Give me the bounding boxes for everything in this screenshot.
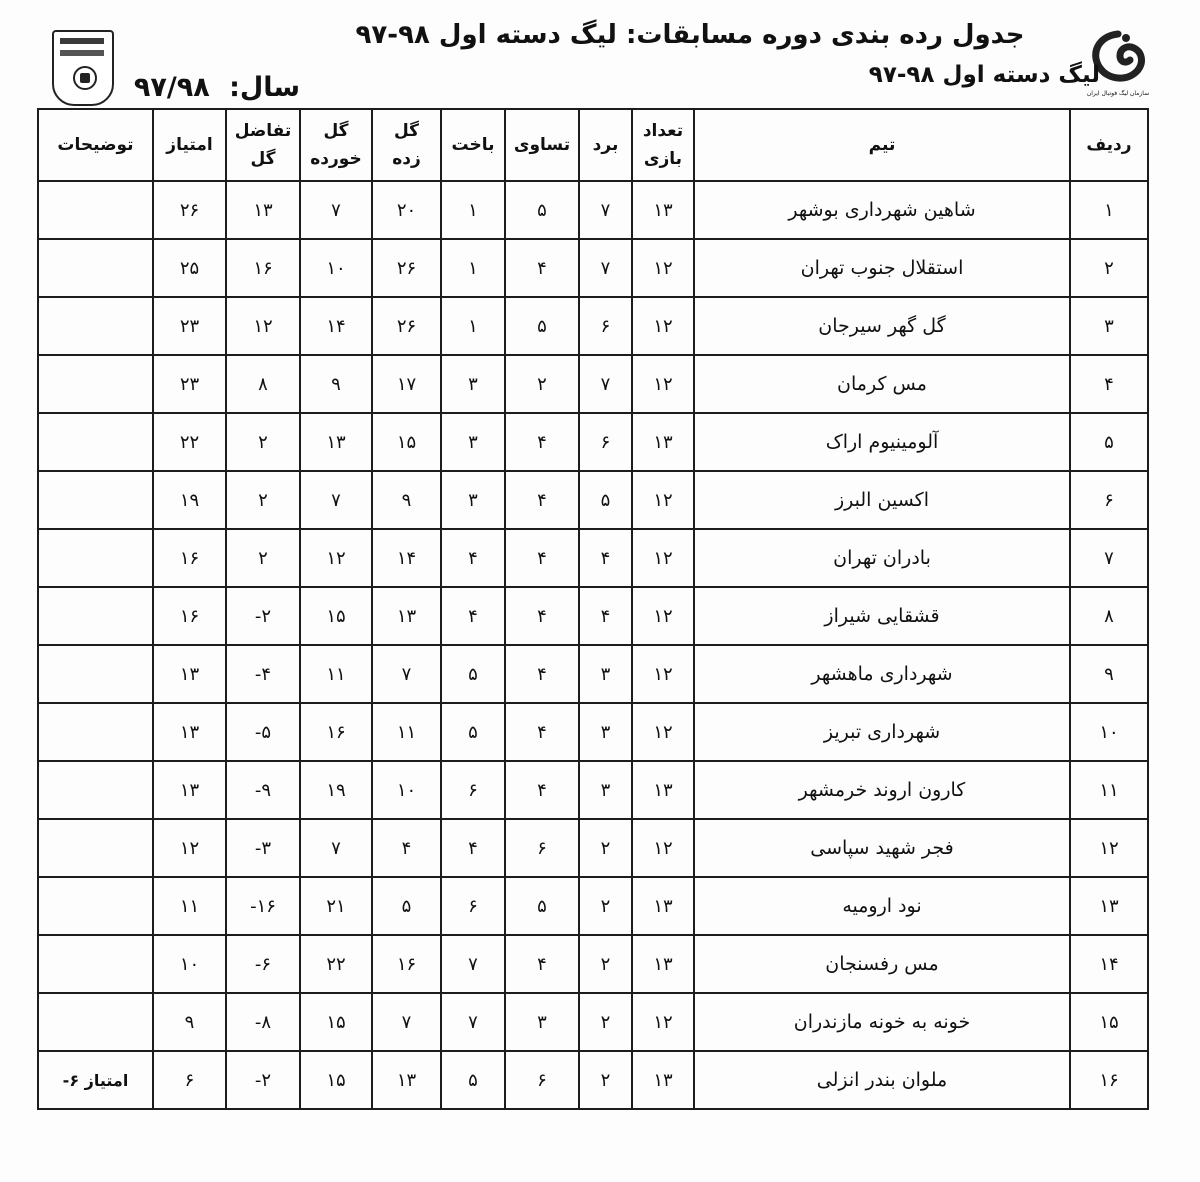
col-team: تیم (694, 109, 1070, 181)
cell-goals-against: ۱۵ (300, 993, 372, 1051)
cell-notes (38, 413, 153, 471)
cell-goals-for: ۱۰ (372, 761, 441, 819)
cell-team: مس کرمان (694, 355, 1070, 413)
cell-goals-against: ۷ (300, 181, 372, 239)
cell-goals-against: ۱۶ (300, 703, 372, 761)
cell-notes (38, 471, 153, 529)
col-ga-line2: خورده (310, 149, 362, 169)
cell-played: ۱۳ (632, 181, 694, 239)
cell-goals-for: ۲۰ (372, 181, 441, 239)
cell-rank: ۱۴ (1070, 935, 1148, 993)
cell-rank: ۵ (1070, 413, 1148, 471)
cell-rank: ۱۳ (1070, 877, 1148, 935)
cell-played: ۱۲ (632, 355, 694, 413)
table-row (38, 993, 1148, 1051)
cell-lost: ۴ (441, 819, 505, 877)
season-label (110, 72, 300, 103)
cell-goals-for: ۷ (372, 993, 441, 1051)
cell-drawn: ۴ (505, 703, 579, 761)
cell-goals-against: ۱۲ (300, 529, 372, 587)
cell-drawn: ۳ (505, 993, 579, 1051)
cell-goals-for: ۵ (372, 877, 441, 935)
cell-goals-against: ۲۲ (300, 935, 372, 993)
cell-won: ۷ (579, 355, 632, 413)
cell-rank: ۴ (1070, 355, 1148, 413)
cell-won: ۲ (579, 935, 632, 993)
cell-goals-against: ۲۱ (300, 877, 372, 935)
cell-points: ۲۲ (153, 413, 226, 471)
table-row (38, 471, 1148, 529)
cell-goals-against: ۱۹ (300, 761, 372, 819)
cell-goal-difference: -۹ (226, 761, 300, 819)
cell-goals-for: ۲۶ (372, 239, 441, 297)
cell-goals-for: ۹ (372, 471, 441, 529)
cell-points: ۱۳ (153, 645, 226, 703)
cell-notes (38, 993, 153, 1051)
cell-notes (38, 239, 153, 297)
cell-team: خونه به خونه مازندران (694, 993, 1070, 1051)
cell-points: ۱۳ (153, 761, 226, 819)
cell-drawn: ۶ (505, 1051, 579, 1109)
cell-rank: ۱ (1070, 181, 1148, 239)
cell-played: ۱۳ (632, 761, 694, 819)
cell-points: ۲۳ (153, 355, 226, 413)
cell-lost: ۳ (441, 471, 505, 529)
cell-goals-for: ۴ (372, 819, 441, 877)
table-row (38, 413, 1148, 471)
cell-goal-difference: ۱۲ (226, 297, 300, 355)
col-rank: ردیف (1070, 109, 1148, 181)
cell-goals-against: ۱۱ (300, 645, 372, 703)
cell-rank: ۲ (1070, 239, 1148, 297)
cell-team: استقلال جنوب تهران (694, 239, 1070, 297)
cell-lost: ۶ (441, 761, 505, 819)
col-played-line2: بازی (643, 149, 683, 169)
cell-won: ۲ (579, 993, 632, 1051)
cell-goals-for: ۱۱ (372, 703, 441, 761)
cell-won: ۶ (579, 297, 632, 355)
cell-goals-against: ۱۳ (300, 413, 372, 471)
cell-rank: ۶ (1070, 471, 1148, 529)
table-row (38, 877, 1148, 935)
cell-goal-difference: -۴ (226, 645, 300, 703)
cell-goal-difference: -۲ (226, 1051, 300, 1109)
cell-notes (38, 297, 153, 355)
cell-played: ۱۲ (632, 239, 694, 297)
cell-notes (38, 761, 153, 819)
cell-goal-difference: ۸ (226, 355, 300, 413)
cell-rank: ۳ (1070, 297, 1148, 355)
col-ga-line1: گل (323, 121, 349, 141)
cell-points: ۱۰ (153, 935, 226, 993)
cell-goals-against: ۷ (300, 819, 372, 877)
cell-won: ۶ (579, 413, 632, 471)
table-row (38, 239, 1148, 297)
col-lost: باخت (441, 109, 505, 181)
cell-goal-difference: ۲ (226, 471, 300, 529)
cell-drawn: ۴ (505, 761, 579, 819)
col-drawn: تساوی (505, 109, 579, 181)
cell-played: ۱۲ (632, 587, 694, 645)
cell-goals-for: ۱۵ (372, 413, 441, 471)
cell-team: شاهین شهرداری بوشهر (694, 181, 1070, 239)
cell-team: قشقایی شیراز (694, 587, 1070, 645)
table-row (38, 587, 1148, 645)
cell-won: ۴ (579, 529, 632, 587)
col-gd-line2: گل (250, 149, 276, 169)
cell-lost: ۷ (441, 993, 505, 1051)
col-points: امتیاز (153, 109, 226, 181)
cell-points: ۶ (153, 1051, 226, 1109)
cell-drawn: ۴ (505, 529, 579, 587)
cell-played: ۱۲ (632, 471, 694, 529)
cell-goal-difference: -۳ (226, 819, 300, 877)
col-goals-for (372, 109, 441, 181)
cell-goals-for: ۱۳ (372, 587, 441, 645)
cell-team: اکسین البرز (694, 471, 1070, 529)
cell-lost: ۵ (441, 645, 505, 703)
flag-icon (60, 38, 104, 56)
document-subtitle: لیگ دسته اول ۹۸-۹۷ (868, 62, 1100, 88)
cell-team: شهرداری تبریز (694, 703, 1070, 761)
cell-goals-against: ۷ (300, 471, 372, 529)
cell-points: ۱۱ (153, 877, 226, 935)
cell-drawn: ۵ (505, 181, 579, 239)
standings-table (37, 108, 1149, 1110)
cell-team: بادران تهران (694, 529, 1070, 587)
table-row (38, 297, 1148, 355)
cell-team: گل گهر سیرجان (694, 297, 1070, 355)
cell-goals-for: ۷ (372, 645, 441, 703)
cell-notes (38, 935, 153, 993)
cell-team: ملوان بندر انزلی (694, 1051, 1070, 1109)
cell-goal-difference: -۱۶ (226, 877, 300, 935)
cell-drawn: ۴ (505, 935, 579, 993)
cell-notes: امتیاز ۶- (38, 1051, 153, 1109)
cell-won: ۷ (579, 181, 632, 239)
logo-caption: سازمان لیگ فوتبال ایران (1086, 90, 1150, 97)
cell-played: ۱۲ (632, 703, 694, 761)
cell-drawn: ۵ (505, 297, 579, 355)
cell-points: ۲۵ (153, 239, 226, 297)
cell-notes (38, 587, 153, 645)
year-label: سال: (229, 72, 300, 103)
cell-goal-difference: -۶ (226, 935, 300, 993)
cell-won: ۳ (579, 645, 632, 703)
cell-played: ۱۳ (632, 413, 694, 471)
cell-won: ۲ (579, 1051, 632, 1109)
cell-points: ۱۶ (153, 587, 226, 645)
cell-played: ۱۲ (632, 529, 694, 587)
cell-points: ۱۶ (153, 529, 226, 587)
cell-team: نود ارومیه (694, 877, 1070, 935)
cell-points: ۹ (153, 993, 226, 1051)
cell-rank: ۱۱ (1070, 761, 1148, 819)
cell-goal-difference: -۸ (226, 993, 300, 1051)
cell-goal-difference: -۵ (226, 703, 300, 761)
cell-drawn: ۴ (505, 587, 579, 645)
cell-rank: ۸ (1070, 587, 1148, 645)
cell-notes (38, 703, 153, 761)
cell-won: ۳ (579, 761, 632, 819)
cell-goal-difference: -۲ (226, 587, 300, 645)
cell-played: ۱۲ (632, 819, 694, 877)
cell-played: ۱۲ (632, 297, 694, 355)
cell-won: ۷ (579, 239, 632, 297)
cell-lost: ۴ (441, 529, 505, 587)
cell-drawn: ۴ (505, 239, 579, 297)
header-row (38, 109, 1148, 181)
cell-points: ۲۶ (153, 181, 226, 239)
col-gf-line1: گل (393, 121, 420, 141)
document-title: جدول رده بندی دوره مسابقات: لیگ دسته اول ۹۸-۹۷ (355, 20, 1025, 50)
cell-points: ۱۹ (153, 471, 226, 529)
cell-points: ۲۳ (153, 297, 226, 355)
cell-won: ۴ (579, 587, 632, 645)
col-goals-against (300, 109, 372, 181)
cell-team: شهرداری ماهشهر (694, 645, 1070, 703)
cell-rank: ۷ (1070, 529, 1148, 587)
cell-notes (38, 181, 153, 239)
col-gf-line2: زده (392, 149, 421, 169)
col-played-line1: تعداد (642, 121, 684, 141)
cell-played: ۱۳ (632, 1051, 694, 1109)
col-goal-difference (226, 109, 300, 181)
federation-emblem (52, 30, 114, 106)
cell-lost: ۱ (441, 239, 505, 297)
cell-goals-for: ۱۴ (372, 529, 441, 587)
cell-rank: ۹ (1070, 645, 1148, 703)
cell-lost: ۳ (441, 355, 505, 413)
table-row (38, 181, 1148, 239)
table-row (38, 935, 1148, 993)
cell-points: ۱۲ (153, 819, 226, 877)
cell-lost: ۵ (441, 703, 505, 761)
cell-won: ۲ (579, 877, 632, 935)
cell-played: ۱۲ (632, 645, 694, 703)
cell-team: آلومینیوم اراک (694, 413, 1070, 471)
cell-drawn: ۴ (505, 413, 579, 471)
cell-goals-against: ۱۵ (300, 587, 372, 645)
year-value: ۹۷/۹۸ (133, 72, 210, 103)
cell-rank: ۱۰ (1070, 703, 1148, 761)
cell-lost: ۷ (441, 935, 505, 993)
cell-played: ۱۲ (632, 993, 694, 1051)
table-row (38, 1051, 1148, 1109)
cell-drawn: ۴ (505, 645, 579, 703)
cell-goal-difference: ۱۶ (226, 239, 300, 297)
cell-goals-for: ۲۶ (372, 297, 441, 355)
table-row (38, 703, 1148, 761)
table-row (38, 645, 1148, 703)
cell-won: ۵ (579, 471, 632, 529)
cell-goal-difference: ۲ (226, 413, 300, 471)
cell-goals-for: ۱۳ (372, 1051, 441, 1109)
cell-lost: ۶ (441, 877, 505, 935)
cell-team: مس رفسنجان (694, 935, 1070, 993)
cell-played: ۱۳ (632, 935, 694, 993)
cell-lost: ۵ (441, 1051, 505, 1109)
cell-won: ۲ (579, 819, 632, 877)
flag-stripe-bottom (60, 50, 104, 56)
cell-lost: ۱ (441, 297, 505, 355)
cell-goal-difference: ۲ (226, 529, 300, 587)
cell-points: ۱۳ (153, 703, 226, 761)
cell-lost: ۳ (441, 413, 505, 471)
cell-notes (38, 645, 153, 703)
table-row (38, 355, 1148, 413)
col-played (632, 109, 694, 181)
table-row (38, 529, 1148, 587)
col-gd-line1: تفاضل (234, 121, 292, 141)
cell-goals-against: ۱۵ (300, 1051, 372, 1109)
cell-rank: ۱۶ (1070, 1051, 1148, 1109)
cell-played: ۱۳ (632, 877, 694, 935)
cell-rank: ۱۵ (1070, 993, 1148, 1051)
cell-drawn: ۶ (505, 819, 579, 877)
cell-goals-for: ۱۶ (372, 935, 441, 993)
cell-goals-against: ۱۴ (300, 297, 372, 355)
col-notes: توضیحات (38, 109, 153, 181)
cell-team: فجر شهید سپاسی (694, 819, 1070, 877)
cell-goals-against: ۹ (300, 355, 372, 413)
cell-notes (38, 355, 153, 413)
cell-notes (38, 529, 153, 587)
cell-goals-for: ۱۷ (372, 355, 441, 413)
cell-notes (38, 877, 153, 935)
table-row (38, 819, 1148, 877)
cell-drawn: ۵ (505, 877, 579, 935)
cell-goal-difference: ۱۳ (226, 181, 300, 239)
cell-goals-against: ۱۰ (300, 239, 372, 297)
cell-rank: ۱۲ (1070, 819, 1148, 877)
cell-drawn: ۲ (505, 355, 579, 413)
cell-won: ۳ (579, 703, 632, 761)
cell-lost: ۱ (441, 181, 505, 239)
cell-notes (38, 819, 153, 877)
col-won: برد (579, 109, 632, 181)
football-icon (73, 66, 97, 90)
cell-lost: ۴ (441, 587, 505, 645)
cell-team: کارون اروند خرمشهر (694, 761, 1070, 819)
cell-drawn: ۴ (505, 471, 579, 529)
table-row (38, 761, 1148, 819)
